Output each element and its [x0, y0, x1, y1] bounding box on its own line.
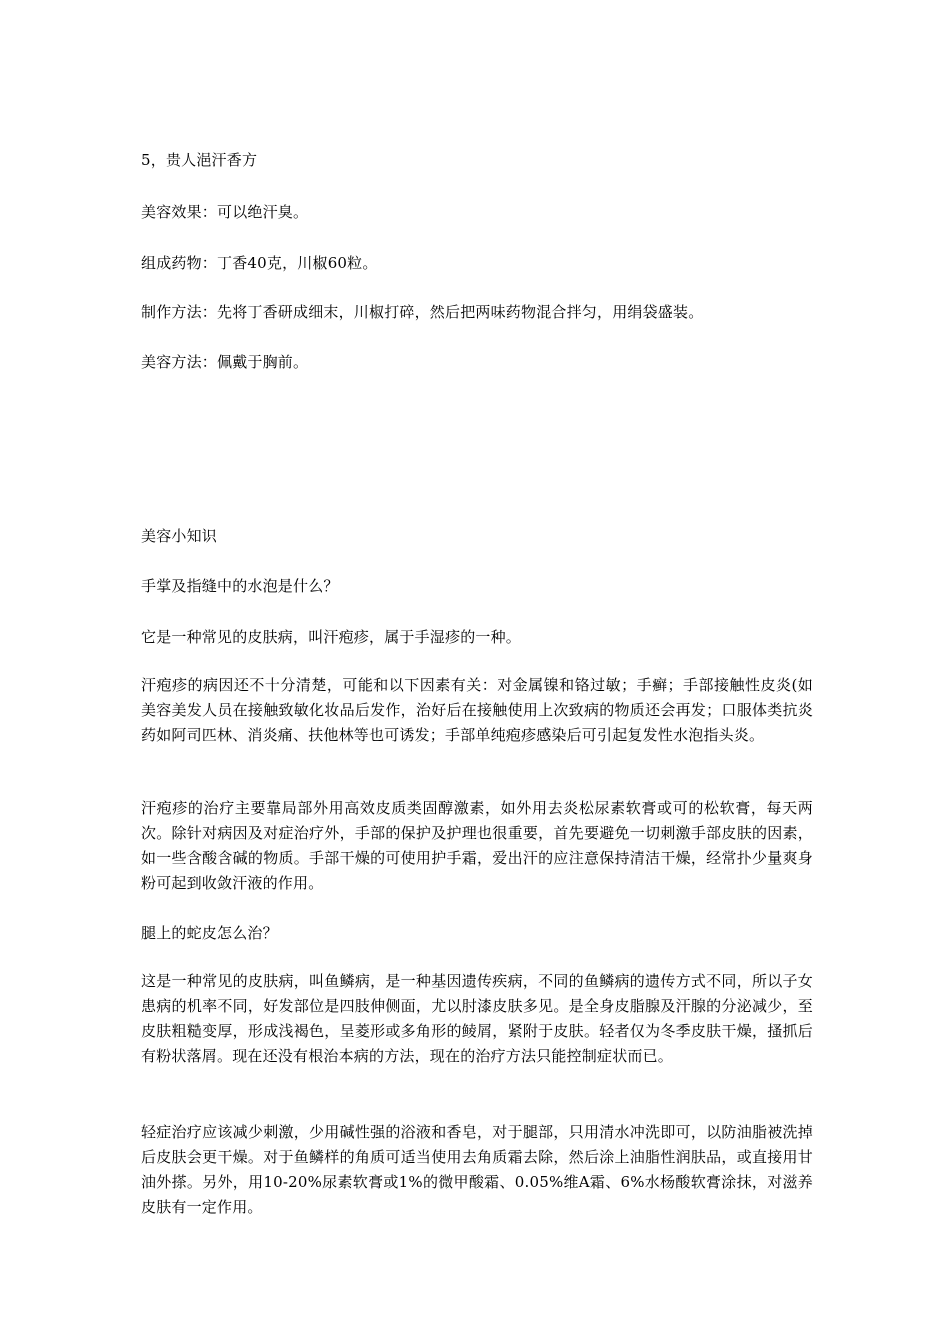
- recipe-preparation: 制作方法：先将丁香研成细末，川椒打碎，然后把两味药物混合拌匀，用绢袋盛装。: [141, 303, 704, 321]
- tips-heading: 美容小知识: [141, 527, 218, 545]
- answer-dyshidrosis-cause: 汗疱疹的病因还不十分清楚，可能和以下因素有关：对金属镍和铬过敏；手癣；手部接触性皮炎(如美容美发人员在接触致敏化妆品后发作，治好后在接触使用上次致病的物质还会再发；口服体类抗炎药如阿司匹林、消炎痛、扶他林等也可诱发；手部单纯疱疹感染后可引起复发性水泡指头炎。: [141, 676, 813, 744]
- answer-ichthyosis-intro: 这是一种常见的皮肤病，叫鱼鳞病，是一种基因遗传疾病，不同的鱼鳞病的遗传方式不同，所以子女患病的机率不同，好发部位是四肢伸侧面，尤以肘漆皮肤多见。是全身皮脂腺及汗腺的分泌减少，至皮肤粗糙变厚，形成浅褐色，呈菱形或多角形的鲮屑，紧附于皮肤。轻者仅为冬季皮肤干燥，搔抓后有粉状落屑。现在还没有根治本病的方法，现在的治疗方法只能控制症状而已。: [141, 972, 813, 1065]
- question-palm-blisters: 手掌及指缝中的水泡是什么？: [141, 577, 339, 595]
- recipe-title: 5，贵人浥汗香方: [141, 151, 258, 169]
- question-leg-scales: 腿上的蛇皮怎么治？: [141, 924, 278, 942]
- recipe-ingredients: 组成药物：丁香40克，川椒60粒。: [141, 254, 378, 272]
- answer-ichthyosis-treatment: 轻症治疗应该减少刺激，少用碱性强的浴液和香皂，对于腿部，只用清水冲洗即可，以防油脂被洗掉后皮肤会更干燥。对于鱼鳞样的角质可适当使用去角质霜去除，然后涂上油脂性润肤品，或直接用甘油外搽。另外，用10-20%尿素软膏或1%的微甲酸霜、0.05%维A霜、6%水杨酸软膏涂抹，对滋养皮肤有一定作用。: [141, 1123, 813, 1216]
- answer-dyshidrosis-intro: 它是一种常见的皮肤病，叫汗疱疹，属于手湿疹的一种。: [141, 628, 522, 646]
- recipe-usage: 美容方法：佩戴于胸前。: [141, 353, 309, 371]
- answer-dyshidrosis-treatment: 汗疱疹的治疗主要靠局部外用高效皮质类固醇激素，如外用去炎松尿素软膏或可的松软膏，每天两次。除针对病因及对症治疗外，手部的保护及护理也很重要，首先要避免一切刺激手部皮肤的因素，如一些含酸含碱的物质。手部干燥的可使用护手霜，爱出汗的应注意保持清洁干燥，经常扑少量爽身粉可起到收敛汗液的作用。: [141, 799, 813, 892]
- recipe-effect: 美容效果：可以绝汗臭。: [141, 203, 309, 221]
